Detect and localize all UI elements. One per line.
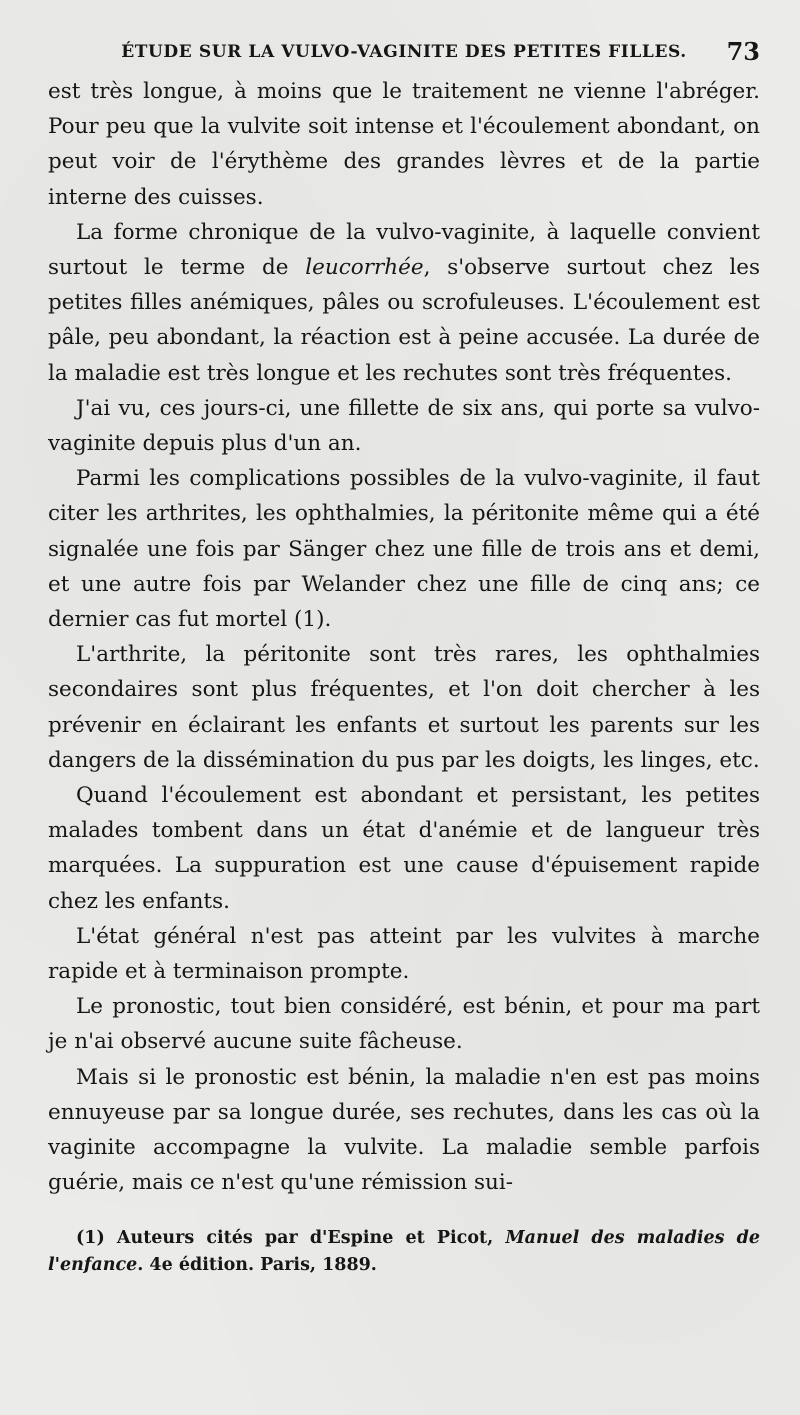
footnote-book-title: Manuel des maladies de l'enfance xyxy=(48,1227,760,1275)
paragraph-case-observation: J'ai vu, ces jours-ci, une fillette de six ans, qui porte sa vulvo-vaginite depuis plus d'un an. xyxy=(48,395,760,457)
footnote xyxy=(48,1225,760,1279)
footnote-text xyxy=(48,1225,760,1279)
paragraph-anemia: Quand l'écoulement est abondant et persistant, les petites malades tombent dans un état d'anémie et de langueur très marquées. La suppuration est une cause d'épuisement rapide chez les enfants. xyxy=(48,783,760,914)
paragraph-general-state: L'état général n'est pas atteint par les vulvites à marche rapide et à terminaison prompte. xyxy=(48,923,760,985)
running-head xyxy=(48,32,760,72)
paragraph-continuation: est très longue, à moins que le traitement ne vienne l'abréger. Pour peu que la vulvite soit intense et l'écoulement abondant, on peut voir de l'érythème des grandes lèvres et de la partie interne des cuisses. xyxy=(48,79,760,210)
paragraph-prognosis: Le pronostic, tout bien considéré, est bénin, et pour ma part je n'ai observé aucune suite fâcheuse. xyxy=(48,994,760,1055)
footnote-marker: (1) xyxy=(76,1227,105,1248)
paragraph-complications: Parmi les complications possibles de la vulvo-vaginite, il faut citer les arthrites, les ophthalmies, la péritonite même qui a été signalée une fois par Sänger chez une fille de trois ans et demi, et une autre fois par Welander chez une fille de cinq ans; ce dernier cas fut mortel (1). xyxy=(48,466,760,633)
paragraph-text: , s'observe surtout chez les petites filles anémiques, pâles ou scrofuleuses. L'écoulement est pâle, peu abondant, la réaction est à peine accusée. La durée de la maladie est très longue et les rechutes sont très fréquentes. xyxy=(48,255,761,386)
footnote-part: . 4e édition. Paris, 1889. xyxy=(137,1254,377,1275)
running-title: ÉTUDE SUR LA VULVO-VAGINITE DES PETITES FILLES. xyxy=(121,42,687,62)
paragraph-chronic-form xyxy=(48,215,760,391)
paragraph-relapses: Mais si le pronostic est bénin, la maladie n'en est pas moins ennuyeuse par sa longue durée, ses rechutes, dans les cas où la vaginite accompagne la vulvite. La maladie semble parfois guérie, mais ce n'est qu'une rémission sui- xyxy=(48,1064,760,1196)
footnote-separator xyxy=(48,1201,760,1217)
page-number: 73 xyxy=(726,37,760,66)
emphasis-leucorrhee: leucorrhée xyxy=(305,255,424,281)
paragraph-arthritis: L'arthrite, la péritonite sont très rares, les ophthalmies secondaires sont plus fréquentes, et l'on doit chercher à les prévenir en éclairant les enfants et surtout les parents sur les dangers de la dissémination du pus par les doigts, les linges, etc. xyxy=(48,642,760,773)
body-text xyxy=(48,74,760,1201)
paragraph-text: La forme chronique de la vulvo-vaginite, à laquelle convient surtout le terme de xyxy=(48,219,760,281)
footnote-part: Auteurs cités par d'Espine et Picot, xyxy=(104,1227,506,1248)
